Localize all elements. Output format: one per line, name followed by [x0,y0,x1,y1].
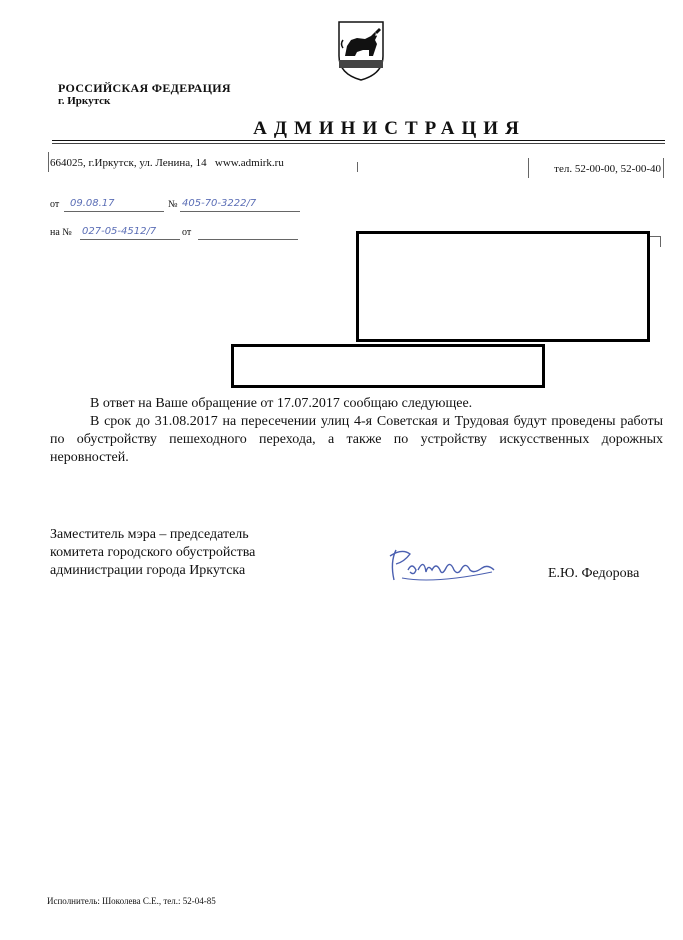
address-line [50,157,284,169]
outgoing-date-label: от [50,199,60,210]
outgoing-number-label: № [168,199,178,210]
signer-name: Е.Ю. Федорова [548,566,640,581]
recipient-corner-mark [650,236,661,247]
irkutsk-coat-of-arms-icon [335,16,387,82]
phone-right-tick [663,158,664,178]
address-left-tick [48,152,49,172]
header-rule-thin [52,143,665,144]
body-paragraph-2: В срок до 31.08.2017 на пересечении улиц 4-я Советская и Трудовая будут проведены работы по обустройству пешеходного перехода, а также по устройству искусственных дорожных неровностей. [50,414,663,465]
header-rule [52,140,665,141]
signer-title-line-1: Заместитель мэра – председатель [50,527,249,542]
signer-title-line-2: комитета городского обустройства [50,545,256,560]
address-text: 664025, г.Иркутск, ул. Ленина, 14 [50,157,207,169]
executor-footer: Исполнитель: Шоколева С.Е., тел.: 52-04-85 [47,896,216,906]
body-paragraph-1: В ответ на Ваше обращение от 17.07.2017 сообщаю следующее. [90,396,473,411]
outgoing-number-value: 405-70-3222/7 [182,198,257,209]
reply-date-label: от [182,227,192,238]
city-name: г. Иркутск [58,95,111,107]
signer-title-line-3: администрации города Иркутска [50,563,246,578]
outgoing-date-value: 09.08.17 [70,198,115,209]
address-mid-tick [357,162,358,172]
reply-date-line [198,239,298,240]
country-name: РОССИЙСКАЯ ФЕДЕРАЦИЯ [58,81,231,95]
reply-number-label: на № [50,227,72,238]
outgoing-number-line [180,211,300,212]
redacted-recipient-block [356,231,650,342]
handwritten-signature-icon [384,540,504,592]
outgoing-date-line [64,211,164,212]
website-text: www.admirk.ru [214,157,284,169]
redacted-salutation-block [231,344,545,388]
reply-number-line [80,239,180,240]
reply-number-value: 027-05-4512/7 [82,226,157,237]
phone-left-tick [528,158,529,178]
phone-line: тел. 52-00-00, 52-00-40 [554,163,661,175]
organization-title: АДМИНИСТРАЦИЯ [253,118,526,139]
